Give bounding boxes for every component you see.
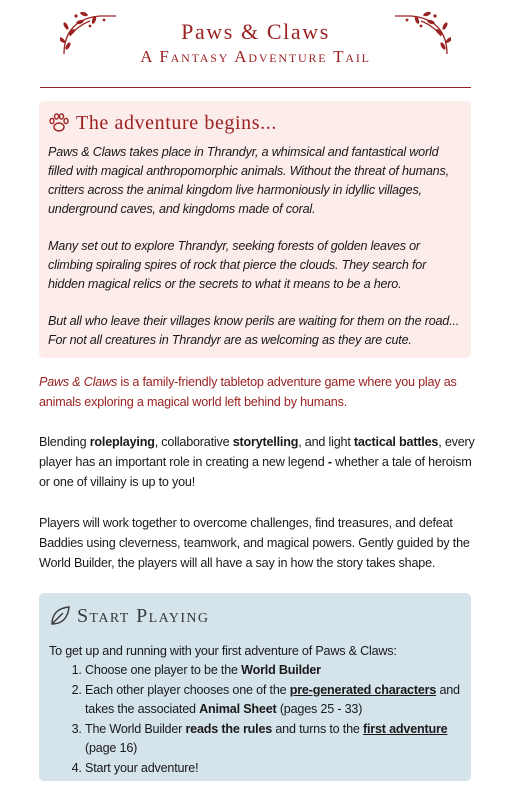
first-adventure-link[interactable]: first adventure	[363, 721, 448, 736]
intro-paragraph	[39, 372, 475, 412]
paw-icon	[48, 112, 70, 134]
step-text: (pages 25 - 33)	[276, 702, 363, 716]
header-divider	[40, 87, 471, 88]
players-paragraph	[39, 513, 475, 573]
adventure-box-header	[48, 109, 462, 137]
adventure-box-heading: The adventure begins...	[76, 111, 277, 134]
start-box-intro: To get up and running with your first adventure of Paws & Claws:	[49, 644, 397, 658]
intro-paragraph-text: is a family-friendly tabletop adventure game where you play as animals exploring a magical world left behind by humans.	[39, 375, 457, 409]
start-box-header	[49, 602, 461, 630]
blend-text: , every player has an important role in creating a new legend	[39, 435, 475, 469]
list-item	[85, 720, 461, 759]
reads-rules-bold: reads the rules	[185, 721, 273, 736]
adventure-paragraph-2: Many set out to explore Thrandyr, seeking forests of golden leaves or climbing spiraling spires of rock that pierce the clouds. They search for hidden magical relics or the secrets to what it means to be a hero.	[48, 239, 427, 291]
storytelling-bold: storytelling	[232, 435, 299, 449]
blend-text: , and light	[298, 435, 354, 449]
list-item	[85, 661, 461, 681]
tactical-battles-bold: tactical battles	[353, 435, 439, 449]
blend-text: whether a tale of heroism or one of villainy is up to you!	[39, 455, 472, 489]
blend-text: , collaborative	[154, 435, 233, 449]
adventure-paragraph-1-text: takes place in Thrandyr, a whimsical and fantastical world filled with magical anthropomorphic animals. Without the threat of humans, critters across the animal kingdom live harmoniously in idyllic villages, underground caves, and kingdoms made of coral.	[48, 145, 449, 216]
animal-sheet-bold: Animal Sheet	[199, 702, 277, 716]
start-box-heading: Start Playing	[77, 604, 210, 627]
vine-ornament-icon	[393, 10, 451, 56]
roleplaying-bold: roleplaying	[89, 435, 155, 449]
start-steps-list	[49, 661, 461, 778]
pre-generated-characters-link[interactable]: pre-generated characters	[289, 682, 437, 697]
step-text: The World Builder	[85, 721, 186, 736]
step-text: Choose one player to be the	[85, 663, 242, 677]
page-title: Paws & Claws	[181, 19, 330, 44]
game-name-emphasis: Paws & Claws	[48, 145, 127, 159]
page-subtitle: A Fantasy Adventure Tail	[140, 47, 371, 66]
page-header	[0, 0, 511, 92]
adventure-intro-box	[39, 101, 471, 358]
dash-bold: -	[327, 455, 332, 469]
step-text: and takes the associated	[85, 682, 460, 716]
players-paragraph-text: Players will work together to overcome challenges, find treasures, and defeat Baddies using cleverness, teamwork, and magical powers. Gently guided by the World Builder, the players will all have a say in how the story takes shape.	[39, 516, 470, 570]
blend-text: Blending	[39, 435, 90, 449]
step-text: Each other player chooses one of the	[85, 682, 290, 697]
step-text: and turns to the	[272, 721, 363, 736]
blending-paragraph	[39, 432, 475, 492]
leaf-icon	[49, 605, 71, 627]
start-playing-box	[39, 593, 471, 781]
list-item: 4. Start your adventure!	[85, 759, 461, 779]
world-builder-bold: World Builder	[241, 663, 321, 677]
step-text: (page 16)	[85, 741, 138, 755]
adventure-paragraph-3: But all who leave their villages know perils are waiting for them on the road... For not all creatures in Thrandyr are as welcoming as they are cute.	[48, 314, 460, 347]
adventure-paragraph-1	[48, 143, 462, 219]
game-name-emphasis: Paws & Claws	[39, 375, 118, 389]
list-item	[85, 681, 461, 720]
